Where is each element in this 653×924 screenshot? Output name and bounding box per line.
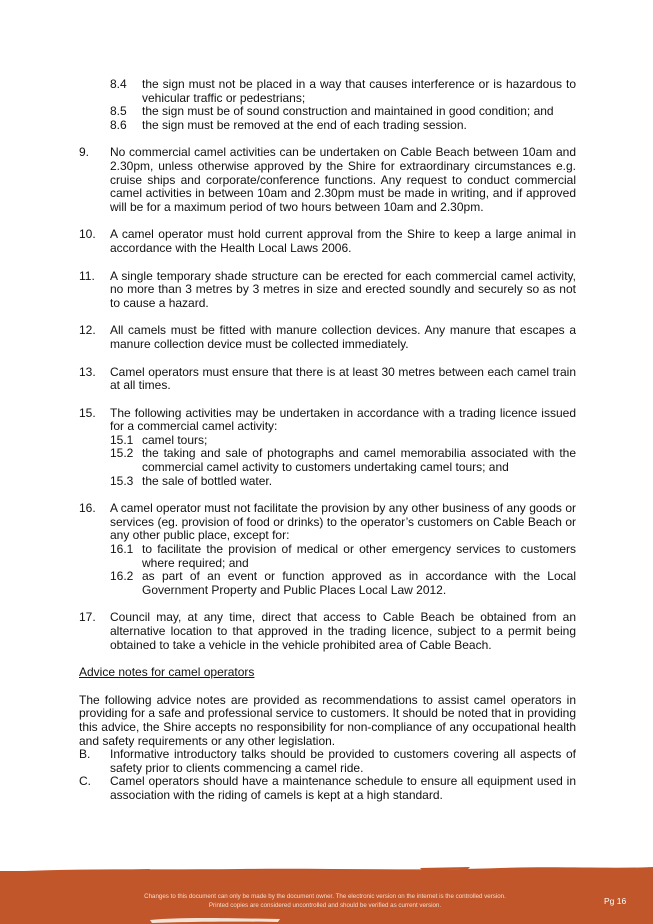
advice-point-letter: B. bbox=[79, 747, 91, 762]
clause-text: The following activities may be undertaken in accordance with a trading licence issued for a commercial camel activity: bbox=[110, 405, 576, 434]
clause-text: All camels must be fitted with manure collection devices. Any manure that escapes a manure collection device must be collected immediately. bbox=[110, 323, 576, 351]
advice-point-letter: C. bbox=[79, 774, 91, 789]
subclause-text: camel tours; bbox=[142, 432, 208, 447]
clause-text: A camel operator must hold current approval from the Shire to keep a large animal in accordance with the Health Local Laws 2006. bbox=[110, 227, 576, 255]
subitem-text: the sign must not be placed in a way that causes interference or is hazardous to vehicular traffic or pedestrians; bbox=[142, 77, 576, 105]
page-number: Pg 16 bbox=[604, 896, 627, 906]
clause-11 bbox=[79, 270, 576, 311]
clause-number: 11. bbox=[79, 268, 95, 283]
subitem-8-4 bbox=[79, 78, 576, 105]
subclause-number: 16.2 bbox=[110, 569, 134, 584]
advice-point-text: Camel operators should have a maintenance schedule to ensure all equipment used in association with the riding of camels is kept at a high standard. bbox=[110, 774, 576, 802]
advice-point-text: Informative introductory talks should be provided to customers covering all aspects of safety prior to clients commencing a camel ride. bbox=[110, 747, 576, 775]
clause-16 bbox=[79, 502, 576, 597]
footer-disclaimer bbox=[80, 892, 570, 910]
footer-disclaimer-line-1: Changes to this document can only be made by the document owner. The electronic version on the internet is the controlled version. bbox=[144, 893, 506, 900]
clause-text: A single temporary shade structure can be erected for each commercial camel activity, no more than 3 metres by 3 metres in size and erected soundly and securely so as not to cause a hazard. bbox=[110, 268, 576, 310]
subitem-text: the sign must be removed at the end of each trading session. bbox=[142, 117, 467, 132]
subclause-15-2 bbox=[110, 447, 576, 474]
subclause-text: as part of an event or function approved as in accordance with the Local Government Property and Public Places Local Law 2012. bbox=[142, 569, 576, 597]
footer-brushstroke-bottom bbox=[150, 915, 280, 924]
clause-13 bbox=[79, 366, 576, 393]
subitem-text: the sign must be of sound construction and maintained in good condition; and bbox=[142, 104, 554, 119]
clause-text: Council may, at any time, direct that access to Cable Beach be obtained from an alternative location to that approved in the trading licence, subject to a permit being obtained to take a vehicle in the vehicle prohibited area of Cable Beach. bbox=[110, 610, 576, 652]
clause-text: No commercial camel activities can be undertaken on Cable Beach between 10am and 2.30pm, unless otherwise approved by the Shire for extraordinary circumstances e.g. cruise ships and corporate/conference functions. Any request to conduct commercial camel activities in between 10am and 2.30pm must be made in writing, and if approved will be for a maximum period of two hours between 10am and 2.30pm. bbox=[110, 145, 576, 214]
clause-number: 9. bbox=[79, 145, 90, 160]
subclause-number: 15.3 bbox=[110, 473, 134, 488]
clause-number: 12. bbox=[79, 323, 96, 338]
subclause-16-2 bbox=[110, 570, 576, 597]
clause-number: 10. bbox=[79, 227, 96, 242]
clause-9 bbox=[79, 146, 576, 214]
subitem-number: 8.4 bbox=[110, 77, 127, 91]
subitem-number: 8.6 bbox=[110, 117, 127, 132]
clause-text: A camel operator must not facilitate the provision by any other business of any goods or services (eg. provision of food or drinks) to the operator’s customers on Cable Beach or any other public place, except for: bbox=[110, 501, 576, 543]
subclause-15-1 bbox=[110, 434, 576, 448]
clause-12 bbox=[79, 324, 576, 351]
subclause-15-3 bbox=[110, 475, 576, 489]
subclause-16-1 bbox=[110, 543, 576, 570]
advice-heading: Advice notes for camel operators bbox=[79, 665, 255, 680]
subclause-number: 16.1 bbox=[110, 542, 134, 557]
clause-number: 13. bbox=[79, 364, 96, 379]
subclause-number: 15.1 bbox=[110, 432, 134, 447]
footer-disclaimer-line-2: Printed copies are considered uncontrolled and should be verified as current version. bbox=[208, 902, 442, 909]
advice-point-c bbox=[79, 775, 576, 802]
subitem-8-6 bbox=[79, 119, 576, 133]
clause-17 bbox=[79, 611, 576, 652]
subclause-text: the sale of bottled water. bbox=[142, 473, 273, 488]
advice-point-b bbox=[79, 748, 576, 775]
clause-text: Camel operators must ensure that there is at least 30 metres between each camel train at all times. bbox=[110, 364, 576, 393]
subclause-text: to facilitate the provision of medical or other emergency services to customers where required; and bbox=[142, 542, 576, 570]
subitem-8-5 bbox=[79, 105, 576, 119]
continuation-subitems bbox=[79, 78, 576, 132]
document-body bbox=[79, 78, 576, 803]
clause-number: 16. bbox=[79, 501, 96, 516]
clause-15 bbox=[79, 407, 576, 489]
advice-intro: The following advice notes are provided as recommendations to assist camel operators in providing for a safe and professional service to customers. It should be noted that in providing this advice, the Shire accepts no responsibility for non-compliance of any occupational health and safety requirements or any other legislation. bbox=[79, 692, 576, 748]
clause-10 bbox=[79, 228, 576, 255]
clause-number: 15. bbox=[79, 405, 96, 420]
subclause-number: 15.2 bbox=[110, 446, 134, 461]
subitem-number: 8.5 bbox=[110, 104, 127, 119]
clause-number: 17. bbox=[79, 610, 96, 625]
subclause-text: the taking and sale of photographs and camel memorabilia associated with the commercial camel activity to customers undertaking camel tours; and bbox=[142, 446, 576, 475]
